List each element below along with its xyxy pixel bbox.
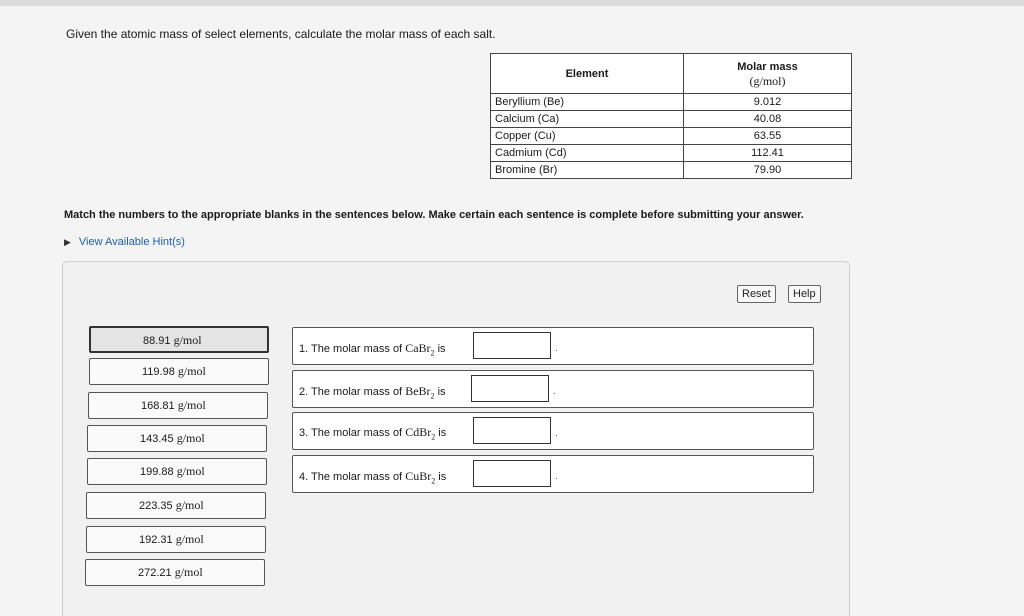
chip-value: 223.35 [139,500,173,512]
chip-unit: g/mol [175,498,204,512]
answer-chip[interactable] [86,492,266,519]
caret-right-icon: ▶ [64,237,71,247]
sentence-text [299,469,446,485]
formula-subscript: 2 [431,476,436,486]
chip-value: 119.98 [142,366,175,378]
sentence-suffix: is [437,386,446,398]
header-molar-mass-label: Molar mass [737,60,798,73]
sentence-prefix: 2. The molar mass of [299,386,403,398]
header-element: Element [491,54,684,94]
chip-unit: g/mol [173,333,202,347]
answer-chip[interactable] [89,358,269,385]
drop-target-2[interactable] [471,375,549,402]
sentence-3 [292,412,814,450]
sentence-suffix: is [438,471,447,483]
drop-target-1[interactable] [473,332,551,359]
answer-chip[interactable] [89,326,269,353]
formula-subscript: 2 [430,348,435,358]
answer-chip[interactable] [86,526,266,553]
table-row [491,128,852,145]
sentence-prefix: 3. The molar mass of [299,427,403,439]
element-name: Bromine (Br) [491,162,684,179]
sentence-text [299,384,446,400]
formula-cdbr2 [405,425,436,442]
element-name: Calcium (Ca) [491,111,684,128]
formula-cabr2 [405,341,435,358]
drop-target-3[interactable] [473,417,551,444]
chip-value: 272.21 [138,567,172,579]
sentence-suffix: is [437,343,446,355]
atomic-mass-table [490,53,852,179]
answer-chip[interactable] [87,458,267,485]
drop-target-4[interactable] [473,460,551,487]
formula-subscript: 2 [430,391,435,401]
sentence-suffix: is [438,427,447,439]
table-row [491,162,852,179]
element-mass: 63.55 [684,128,852,145]
header-molar-mass-unit: (g/mol) [749,73,786,88]
answer-chip[interactable] [85,559,265,586]
formula-base: CdBr [405,425,432,439]
element-mass: 40.08 [684,111,852,128]
chip-unit: g/mol [175,532,204,546]
element-mass: 112.41 [684,145,852,162]
reset-button[interactable]: Reset [737,285,776,303]
element-name: Copper (Cu) [491,128,684,145]
formula-cubr2 [405,469,436,486]
chip-unit: g/mol [177,398,206,412]
formula-base: BeBr [405,384,431,398]
instructions-text: Match the numbers to the appropriate blanks in the sentences below. Make certain each sentence is complete before submitting your answer. [64,209,804,221]
formula-base: CuBr [405,469,432,483]
chip-unit: g/mol [176,431,205,445]
element-name: Cadmium (Cd) [491,145,684,162]
header-molar-mass [684,54,852,94]
formula-subscript: 2 [431,432,436,442]
sentence-period: . [555,471,558,482]
sentence-period: . [555,428,558,439]
chip-value: 192.31 [139,534,173,546]
table-header-row [491,54,852,94]
chip-unit: g/mol [177,364,206,378]
sentence-2 [292,370,814,408]
chip-value: 168.81 [141,400,175,412]
view-hints-label: View Available Hint(s) [78,236,185,248]
element-mass: 79.90 [684,162,852,179]
help-button[interactable]: Help [788,285,821,303]
element-mass: 9.012 [684,94,852,111]
element-name: Beryllium (Be) [491,94,684,111]
chip-unit: g/mol [174,565,203,579]
view-hints-link[interactable] [64,236,185,248]
table-row [491,94,852,111]
top-bar [0,0,1024,6]
sentence-text [299,341,446,357]
sentence-period: . [555,343,558,354]
sentence-prefix: 4. The molar mass of [299,471,403,483]
question-prompt: Given the atomic mass of select elements, calculate the molar mass of each salt. [66,27,496,41]
sentence-period: . [553,386,556,397]
formula-bebr2 [405,384,435,401]
sentence-4 [292,455,814,493]
sentence-prefix: 1. The molar mass of [299,343,403,355]
answer-chip[interactable] [88,392,268,419]
table-row [491,111,852,128]
formula-base: CaBr [405,341,431,355]
table-row [491,145,852,162]
chip-unit: g/mol [176,464,205,478]
chip-value: 143.45 [140,433,174,445]
answer-chip[interactable] [87,425,267,452]
sentence-text [299,425,446,441]
sentence-1 [292,327,814,365]
chip-value: 88.91 [143,335,171,347]
chip-value: 199.88 [140,466,174,478]
